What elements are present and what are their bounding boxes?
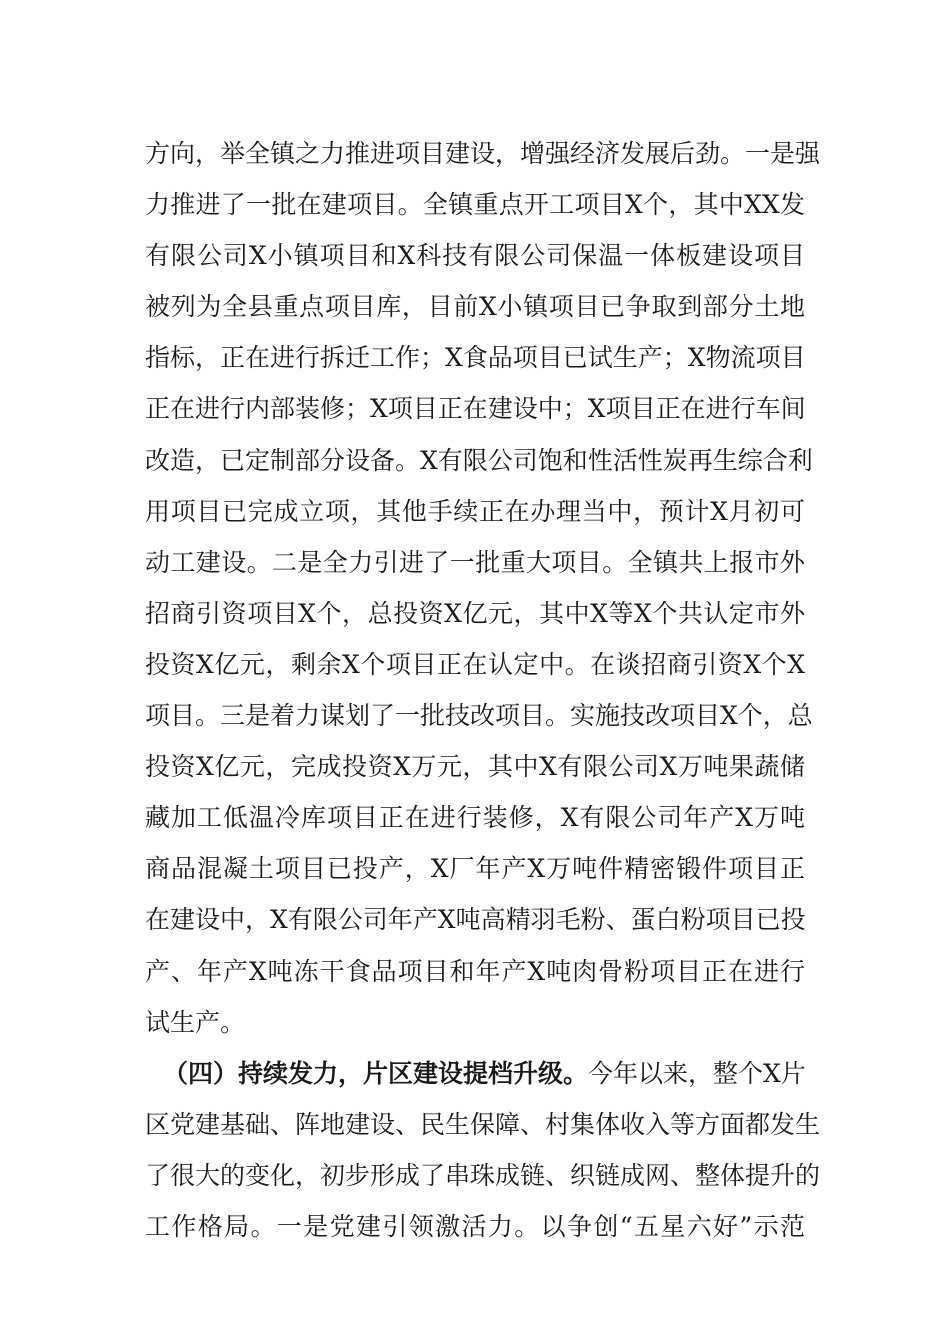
text-line: 指标，正在进行拆迁工作；X食品项目已试生产；X物流项目 xyxy=(145,343,806,373)
paragraph-projects xyxy=(145,128,821,1048)
text-line: 工作格局。一是党建引领激活力。以争创“五星六好”示范 xyxy=(145,1211,805,1241)
text-line: 用项目已完成立项，其他手续正在办理当中，预计X月初可 xyxy=(145,496,805,526)
text-line: 项目。三是着力谋划了一批技改项目。实施技改项目X个，总 xyxy=(145,701,813,731)
text-line: 被列为全县重点项目库，目前X小镇项目已争取到部分土地 xyxy=(145,292,805,322)
text-line: 投资X亿元，完成投资X万元，其中X有限公司X万吨果蔬储 xyxy=(145,752,805,782)
text-line: 方向，举全镇之力推进项目建设，增强经济发展后劲。一是强 xyxy=(145,139,821,168)
text-line: 区党建基础、阵地建设、民生保障、村集体收入等方面都发生 xyxy=(145,1109,821,1139)
text-line: 招商引资项目X个，总投资X亿元，其中X等X个共认定市外 xyxy=(145,598,805,628)
text-run: 今年以来，整个X片 xyxy=(588,1058,806,1088)
paragraph-district xyxy=(145,1048,821,1252)
text-line: 正在进行内部装修；X项目正在建设中；X项目正在进行车间 xyxy=(145,394,806,424)
text-line: 投资X亿元，剩余X个项目正在认定中。在谈招商引资X个X xyxy=(145,649,805,679)
section-heading: （四）持续发力，片区建设提档升级。 xyxy=(163,1058,589,1088)
text-line: 商品混凝土项目已投产，X厂年产X万吨件精密锻件项目正 xyxy=(145,854,805,884)
text-line: 改造，已定制部分设备。X有限公司饱和性活性炭再生综合利 xyxy=(145,445,813,475)
text-line: 力推进了一批在建项目。全镇重点开工项目X个，其中XX发 xyxy=(145,190,805,220)
document-body xyxy=(145,128,821,1252)
text-line xyxy=(145,1048,805,1099)
text-line: 试生产。 xyxy=(145,1007,246,1037)
text-line: 藏加工低温冷库项目正在进行装修，X有限公司年产X万吨 xyxy=(145,803,805,833)
text-line: 了很大的变化，初步形成了串珠成链、织链成网、整体提升的 xyxy=(145,1160,821,1190)
text-line: 产、年产X吨冻干食品项目和年产X吨肉骨粉项目正在进行 xyxy=(145,956,805,986)
text-line: 有限公司X小镇项目和X科技有限公司保温一体板建设项目 xyxy=(145,241,805,271)
text-line: 动工建设。二是全力引进了一批重大项目。全镇共上报市外 xyxy=(145,547,805,577)
text-line: 在建设中，X有限公司年产X吨高精羽毛粉、蛋白粉项目已投 xyxy=(145,905,806,935)
